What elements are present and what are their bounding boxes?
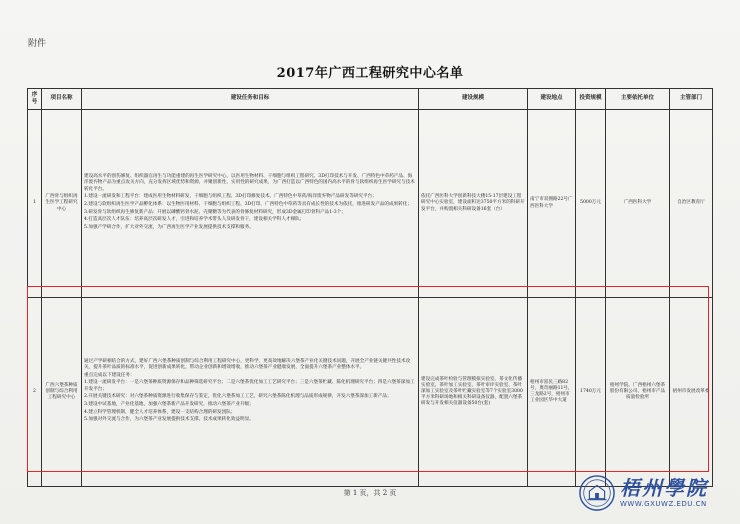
task-text: 3.建设中试基地，产业化基地，加强六堡茶新产品开发研究，推动六堡茶产业升级； <box>84 402 254 408</box>
watermark-text: 梧州學院 <box>620 476 708 500</box>
watermark-url: WWW.GXUWZ.EDU.CN <box>620 500 707 508</box>
column-header-tasks: 建设任务和目标 <box>82 89 419 110</box>
table-row <box>28 298 713 487</box>
department-cell: 梧州市发展改革委 <box>670 298 713 487</box>
department-cell: 自治区教育厅 <box>670 110 713 298</box>
column-header-location: 建设地点 <box>528 89 576 110</box>
task-text: 2.建设与软组织再生医学产品孵化体系：以生物医用材料、干细胞与组织工程、3D打印、广西特色中草药等具有成长性的技术为依托，推进研发产品的成果转化； <box>84 202 412 207</box>
task-cell <box>82 298 419 487</box>
project-name: 广西骨与组织再生医学工程研究中心 <box>42 110 82 298</box>
column-header-investment: 投资规模 <box>576 89 606 110</box>
task-text: 3.研发骨与软组织再生修复新产品：开展以磷酸钙骨水泥、壳聚糖等为代表的骨修复材料研究，形成3D金属打印骨科产品1-3个； <box>84 209 346 215</box>
center-list-table <box>27 88 713 487</box>
task-text: 5.加强产学研合作，扩大对外交流，为广西再生医学产业发展提供技术支撑和服务。 <box>84 225 254 231</box>
task-cell <box>82 110 419 298</box>
column-header-name: 项目名称 <box>42 89 82 110</box>
task-text: 1.建设一流研发平台：一是六堡茶种质资源保存和品种筛选研究平台；二是六堡茶优化加工工艺研究平台；三是六堡茶贮藏、陈化机理研究平台；四是六堡茶深加工开发平台； <box>84 380 415 392</box>
unit-cell: 梧州学院、广西梧州六堡茶股份有限公司、梧州市产品质量检验所 <box>606 298 670 487</box>
task-text: 重点完成以下建设任务： <box>84 372 135 378</box>
task-text: 2.开展关键技术研究：对六堡茶种质资源进行收集保存与鉴定，优化六堡茶加工工艺，研究六堡茶陈化机理与品质形成规律，开发六堡茶深加工新产品； <box>84 394 392 400</box>
row-index: 2 <box>28 298 42 487</box>
unit-cell: 广西医科大学 <box>606 110 670 298</box>
table-row <box>28 110 713 298</box>
column-header-index: 序号 <box>28 89 42 110</box>
column-header-unit: 主要依托单位 <box>606 89 670 110</box>
investment-cell: 5000万元 <box>576 110 606 298</box>
scale-cell: 依托广西医科大学创新科技大楼15-17层建设工程研究中心实验室，建设面积达3750平方米的科研开发平台，并购置相关科研设备16套（台） <box>419 110 528 298</box>
university-logo-icon <box>578 474 616 512</box>
task-text: 5.加强对外交流与合作，为六堡茶产业发展提供技术支撑。技术成果转化效益明显。 <box>84 417 254 423</box>
task-text: 4.建立科学管理机制，健全人才培养体系，建设一支结构合理的研发团队； <box>84 409 236 415</box>
column-header-scale: 建设规模 <box>419 89 528 110</box>
column-header-department: 主管部门 <box>670 89 713 110</box>
task-text: 建设高水平的创伤修复、组织器官再生与功能重建的再生医学研究中心，以医用生物材料、干细胞与组织工程研究、3D打印技术与开发、广西特色中草药产品、海洋废弃物产品为重点攻关方向，充分发挥区域优势和资源，并聚创新性、实用性的研究成果，为广西打造以广西特色的国内高水平的骨与软组织再生医学研究与技术转化平台。 <box>84 174 415 192</box>
task-text: 4.打造高层次人才队伍：培养高层次研发人才，引进和培养学术带头人及研发骨干，建设相关学科人才梯队； <box>84 217 305 223</box>
location-cell: 南宁市双拥路22号广西医科大学 <box>528 110 576 298</box>
watermark <box>576 472 726 516</box>
scale-cell: 建设完成茶叶检验与管理模拟实验室、茶文化传播实验室、茶叶加工实验室、茶叶审评实验室、茶叶深加工实验室及茶叶贮藏实验室等7个实验室3000平方米科研场地和相关科研设备仪器，配置六堡茶研发与开发相关仪器设备50台(套) <box>419 298 528 487</box>
investment-cell: 1740万元 <box>576 298 606 487</box>
attachment-label: 附件 <box>28 39 47 49</box>
project-name: 广西六堡茶种质创制与综合利用工程研究中心 <box>42 298 82 487</box>
table-header-row <box>28 89 713 110</box>
row-index: 1 <box>28 110 42 298</box>
task-text: 通过产学研相结合的方式，建好广西六堡茶种质创制与综合利用工程研究中心，更科学、更高效地解决六堡茶产业化关键技术问题，开展全产业链关键共性技术攻关，提升茶叶品质的标准水平，促进创新成果转化，带动企业创新和增效增收，推动六堡茶产业健康发展，全面提升六堡茶产业整体水平。 <box>84 358 411 371</box>
task-text: 1.建设一流研发和工程平台：建成医用生物材料研发、干细胞与组织工程、3D打印修复技术、广西特色中草药/海洋废弃物产品研发等研究平台； <box>84 194 377 200</box>
location-cell: 梧州市富民三路82号，奥奇丽路11号，三龙路2号，梧州市工业园区华中大道 <box>528 298 576 487</box>
page-title: 2017年广西工程研究中心名单 <box>276 66 464 81</box>
page-number: 第 1 页，共 2 页 <box>343 489 397 497</box>
